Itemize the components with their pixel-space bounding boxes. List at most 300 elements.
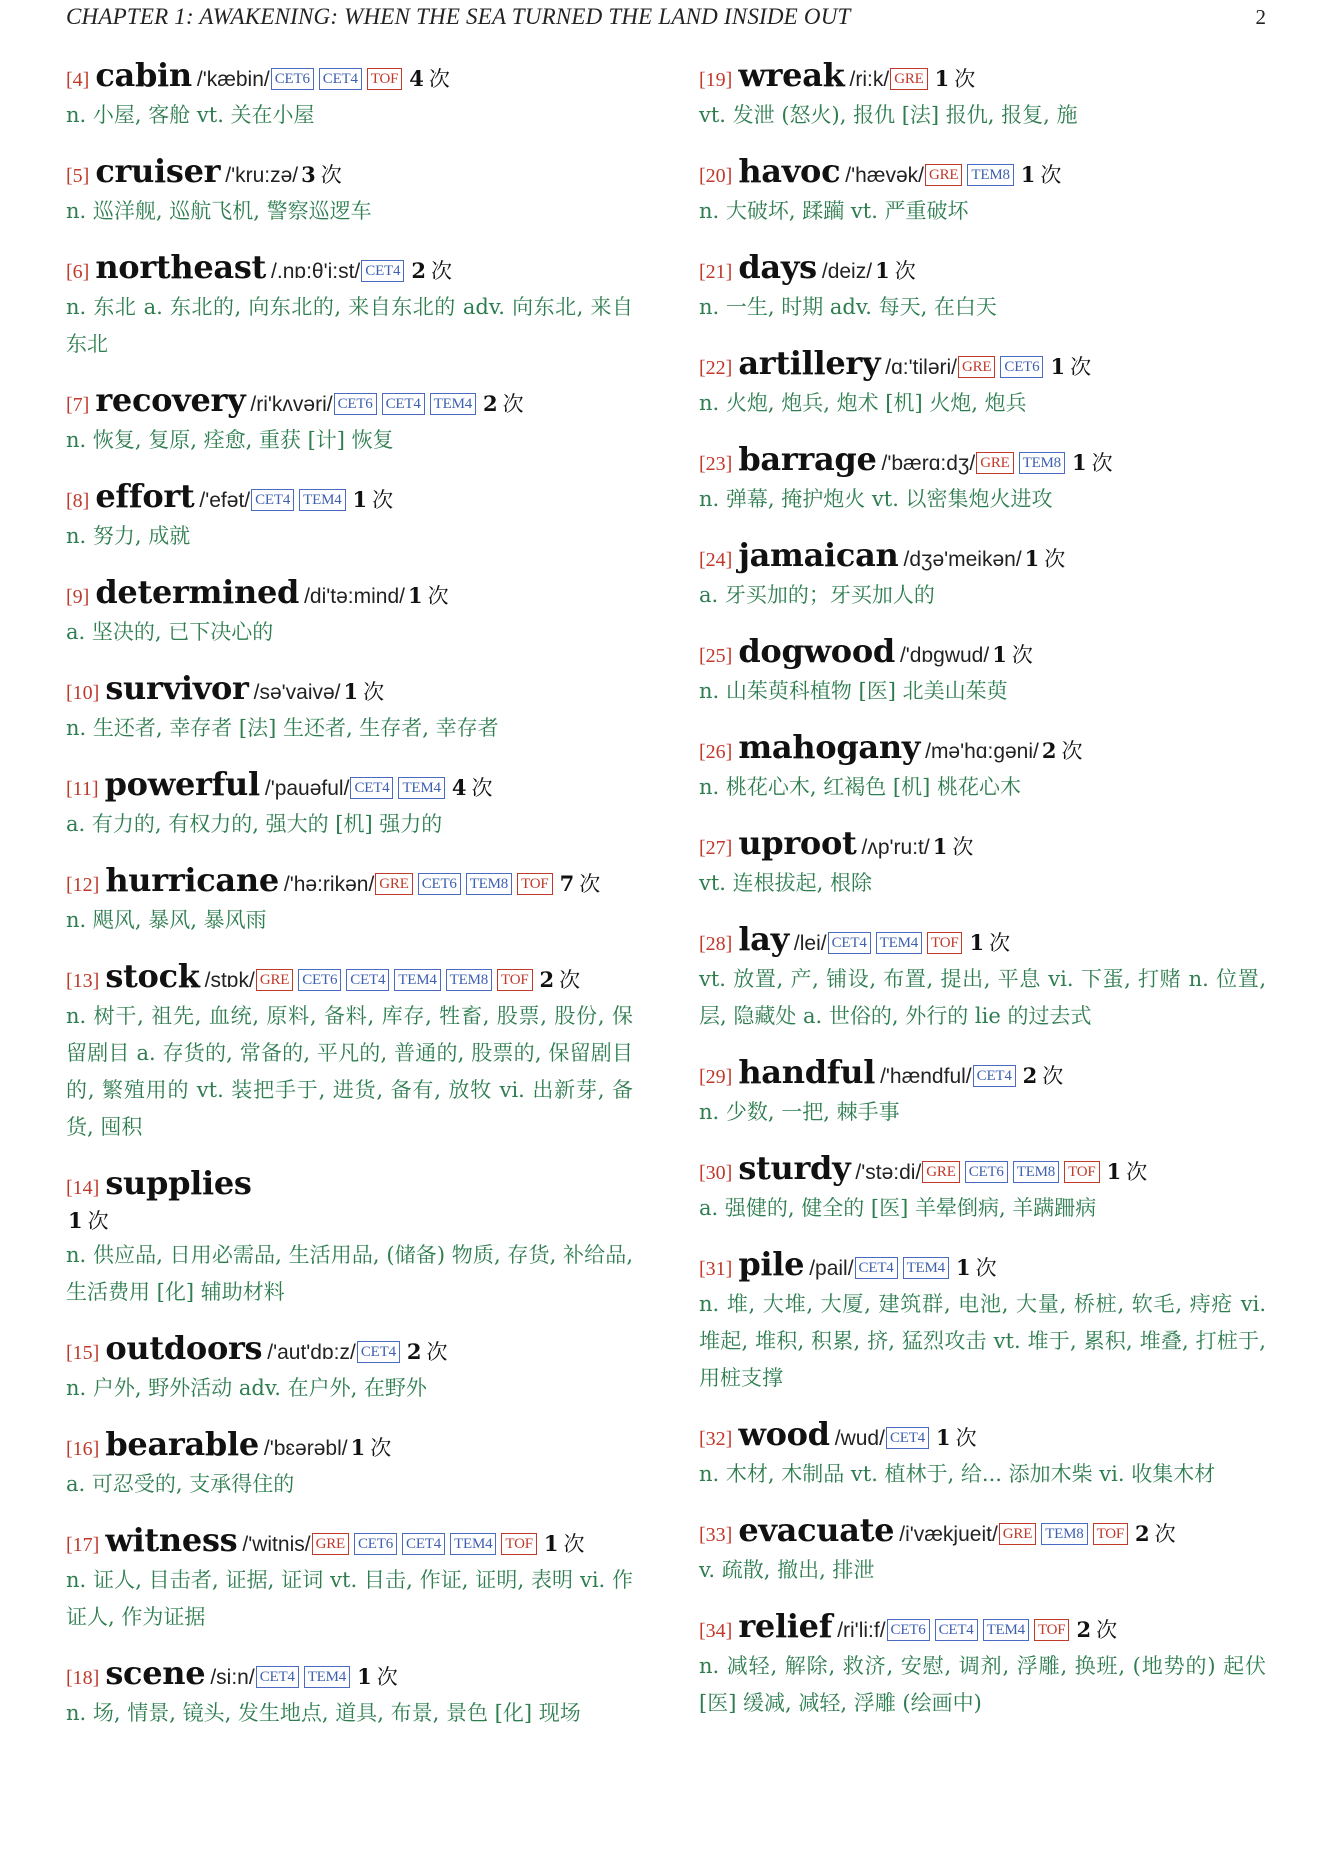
phonetic: /'bærɑ:dʒ/: [881, 452, 976, 475]
phonetic: /'stə:di/: [855, 1161, 922, 1184]
exam-tag: CET4: [935, 1619, 978, 1641]
vocab-entry: [66, 1166, 633, 1311]
exam-tag: TOF: [1093, 1523, 1128, 1545]
exam-tag: CET4: [382, 393, 425, 415]
frequency: [1076, 1618, 1117, 1642]
definition: n. 户外, 野外活动 adv. 在户外, 在野外: [66, 1376, 427, 1400]
headword: stock: [105, 957, 200, 995]
frequency-unit: 次: [471, 776, 493, 800]
frequency-unit: 次: [1154, 1522, 1176, 1546]
definition: a. 可忍受的, 支承得住的: [66, 1472, 295, 1496]
entry-headline: [66, 959, 633, 998]
entry-headline: [699, 730, 1266, 769]
frequency: [483, 392, 524, 416]
exam-tag: GRE: [958, 356, 995, 378]
frequency-unit: 次: [1126, 1160, 1148, 1184]
exam-tag: CET6: [354, 1533, 397, 1555]
exam-tag: TEM4: [903, 1257, 949, 1279]
entry-headline: [66, 383, 633, 422]
frequency: [301, 163, 342, 187]
entry-index: [24]: [699, 549, 733, 571]
entry-headline: [66, 863, 633, 902]
entry-headline: [699, 1055, 1266, 1094]
phonetic: /mə'hɑ:gəni/: [925, 740, 1039, 763]
entry-headline: [66, 250, 633, 289]
frequency-unit: 次: [1091, 451, 1113, 475]
headword: bearable: [105, 1425, 259, 1463]
phonetic: /deiz/: [821, 260, 873, 283]
entry-headline: [66, 1427, 633, 1466]
entry-index: [30]: [699, 1162, 733, 1184]
vocab-entry: [66, 575, 633, 651]
exam-tag: GRE: [312, 1533, 349, 1555]
entry-headline: [699, 58, 1266, 97]
entry-headline: [699, 154, 1266, 193]
exam-tag: CET4: [973, 1065, 1016, 1087]
entry-index: [14]: [66, 1177, 100, 1199]
exam-tag: TEM4: [299, 489, 345, 511]
frequency-count: 1: [357, 1664, 372, 1689]
entry-headline: [699, 250, 1266, 289]
entry-index: [10]: [66, 682, 100, 704]
frequency: [1042, 739, 1083, 763]
exam-tag: TEM8: [1013, 1161, 1059, 1183]
frequency: [1072, 451, 1113, 475]
phonetic: /ʌp'ru:t/: [861, 836, 930, 859]
entry-index: [5]: [66, 165, 90, 187]
frequency-unit: 次: [579, 872, 601, 896]
entry-index: [34]: [699, 1620, 733, 1642]
exam-tag: CET4: [402, 1533, 445, 1555]
phonetic: /wud/: [834, 1427, 885, 1450]
vocab-entry: [699, 634, 1266, 710]
entry-index: [8]: [66, 490, 90, 512]
definition: n. 减轻, 解除, 救济, 安慰, 调剂, 浮雕, 换班, (地势的) 起伏 [医] 缓减, 减轻, 浮雕 (绘画中): [699, 1654, 1266, 1715]
entry-headline: [699, 1247, 1266, 1286]
headword: cabin: [95, 56, 192, 94]
exam-tag: TEM8: [1019, 452, 1065, 474]
entry-headline: [66, 1331, 633, 1370]
exam-tag: CET4: [828, 932, 871, 954]
entry-headline: [699, 922, 1266, 961]
definition: n. 东北 a. 东北的, 向东北的, 来自东北的 adv. 向东北, 来自东北: [66, 295, 633, 356]
frequency: [357, 1665, 398, 1689]
frequency-count: 2: [1022, 1063, 1038, 1088]
definition: n. 恢复, 复原, 痊愈, 重获 [计] 恢复: [66, 428, 394, 452]
headword: handful: [738, 1053, 876, 1091]
frequency-count: 1: [543, 1531, 559, 1556]
frequency-unit: 次: [1044, 547, 1066, 571]
frequency-unit: 次: [1096, 1618, 1118, 1642]
definition: n. 证人, 目击者, 证据, 证词 vt. 目击, 作证, 证明, 表明 vi. 作证人, 作为证据: [66, 1568, 633, 1629]
page-number: 2: [1255, 4, 1266, 29]
exam-tag: GRE: [375, 873, 412, 895]
frequency-unit: 次: [430, 259, 452, 283]
vocab-entry: [66, 383, 633, 459]
headword: powerful: [104, 765, 260, 803]
frequency: [540, 968, 581, 992]
headword: artillery: [738, 344, 881, 382]
vocab-entry: [66, 1523, 633, 1636]
entry-index: [33]: [699, 1524, 733, 1546]
frequency-count: 1: [1071, 450, 1087, 475]
entry-index: [4]: [66, 69, 90, 91]
phonetic: /'hə:rikən/: [283, 873, 375, 896]
phonetic: /ri'li:f/: [837, 1619, 886, 1642]
frequency-count: 4: [409, 66, 424, 91]
frequency-count: 1: [352, 487, 368, 512]
definition: vt. 放置, 产, 铺设, 布置, 提出, 平息 vi. 下蛋, 打赌 n. 位置, 层, 隐藏处 a. 世俗的, 外行的 lie 的过去式: [699, 967, 1266, 1028]
entry-index: [17]: [66, 1534, 100, 1556]
definition: n. 巡洋舰, 巡航飞机, 警察巡逻车: [66, 199, 372, 223]
vocab-entry: [66, 250, 633, 363]
headword: dogwood: [738, 632, 895, 670]
exam-tag: CET4: [357, 1341, 400, 1363]
frequency-count: 1: [955, 1255, 971, 1280]
headword: recovery: [95, 381, 246, 419]
frequency-count: 1: [1106, 1159, 1122, 1184]
left-column: [66, 58, 633, 1752]
entry-index: [27]: [699, 837, 733, 859]
entry-index: [25]: [699, 645, 733, 667]
definition: n. 小屋, 客舱 vt. 关在小屋: [66, 103, 315, 127]
entry-index: [21]: [699, 261, 733, 283]
frequency-unit: 次: [559, 968, 581, 992]
frequency-count: 1: [932, 834, 948, 859]
frequency-count: 1: [1024, 546, 1040, 571]
frequency: [1021, 163, 1062, 187]
entry-index: [6]: [66, 261, 90, 283]
entry-index: [23]: [699, 453, 733, 475]
entry-headline: [66, 154, 633, 193]
entry-index: [22]: [699, 357, 733, 379]
frequency: [1025, 547, 1066, 571]
exam-tag: TOF: [927, 932, 962, 954]
phonetic: /'witnis/: [242, 1533, 311, 1556]
vocab-entry: [699, 442, 1266, 518]
frequency-count: 1: [992, 642, 1007, 667]
headword: wood: [738, 1415, 830, 1453]
frequency: [933, 835, 974, 859]
exam-tag: TEM4: [876, 932, 922, 954]
frequency-count: 1: [350, 1435, 366, 1460]
frequency-count: 1: [1050, 354, 1066, 379]
phonetic: /di'tə:mind/: [304, 585, 405, 608]
headword: outdoors: [105, 1329, 263, 1367]
phonetic: /ri:k/: [849, 68, 890, 91]
frequency: [936, 1426, 977, 1450]
definition: vt. 发泄 (怒火), 报仇 [法] 报仇, 报复, 施: [699, 103, 1078, 127]
exam-tag: TEM4: [398, 777, 444, 799]
entry-headline: [66, 479, 633, 518]
headword: northeast: [95, 248, 267, 286]
vocab-entry: [699, 538, 1266, 614]
exam-tag: GRE: [976, 452, 1013, 474]
entry-headline: [66, 671, 633, 710]
vocab-entry: [66, 767, 633, 843]
definition: a. 坚决的, 已下决心的: [66, 620, 274, 644]
vocab-entry: [699, 922, 1266, 1035]
vocab-entry: [699, 1151, 1266, 1227]
frequency-unit: 次: [1042, 1064, 1064, 1088]
frequency-count: 4: [451, 775, 467, 800]
exam-tag: CET4: [346, 969, 389, 991]
phonetic: /pail/: [809, 1257, 854, 1280]
entry-index: [29]: [699, 1066, 733, 1088]
vocab-entry: [66, 671, 633, 747]
headword: witness: [105, 1521, 238, 1559]
phonetic: /'dɒgwud/: [899, 644, 990, 667]
frequency: [1023, 1064, 1064, 1088]
definition: n. 生还者, 幸存者 [法] 生还者, 生存者, 幸存者: [66, 716, 499, 740]
frequency-unit: 次: [320, 163, 342, 187]
entry-index: [19]: [699, 69, 733, 91]
frequency-unit: 次: [1061, 739, 1083, 763]
frequency-count: 7: [559, 871, 575, 896]
vocab-entry: [699, 250, 1266, 326]
frequency-unit: 次: [955, 1426, 977, 1450]
frequency-count: 1: [343, 679, 359, 704]
exam-tag: TEM4: [450, 1533, 496, 1555]
chapter-title: CHAPTER 1: AWAKENING: WHEN THE SEA TURNED THE LAND INSIDE OUT: [66, 4, 851, 29]
phonetic: /si:n/: [210, 1666, 255, 1689]
entry-index: [13]: [66, 970, 100, 992]
definition: a. 有力的, 有权力的, 强大的 [机] 强力的: [66, 812, 443, 836]
vocab-entry: [699, 1247, 1266, 1397]
exam-tag: TEM8: [1041, 1523, 1087, 1545]
frequency-unit: 次: [372, 488, 394, 512]
entry-index: [28]: [699, 933, 733, 955]
exam-tag: TOF: [1064, 1161, 1099, 1183]
exam-tag: TOF: [497, 969, 532, 991]
headword: survivor: [105, 669, 249, 707]
frequency-unit: 次: [1070, 355, 1092, 379]
phonetic: /'efət/: [199, 489, 251, 512]
frequency: [1135, 1522, 1176, 1546]
vocab-entry: [66, 959, 633, 1146]
frequency-count: 1: [68, 1208, 83, 1233]
vocab-entry: [699, 58, 1266, 134]
exam-tag: GRE: [925, 164, 962, 186]
entry-headline: [699, 346, 1266, 385]
frequency-count: 2: [411, 258, 426, 283]
frequency-count: 3: [301, 162, 316, 187]
frequency-count: 1: [935, 1425, 951, 1450]
entry-index: [31]: [699, 1258, 733, 1280]
vocab-entry: [66, 1331, 633, 1407]
exam-tag: TEM4: [394, 969, 440, 991]
definition: n. 一生, 时期 adv. 每天, 在白天: [699, 295, 997, 319]
phonetic: /'hændful/: [880, 1065, 972, 1088]
exam-tag: GRE: [999, 1523, 1036, 1545]
frequency: [353, 488, 394, 512]
exam-tag: TEM8: [446, 969, 492, 991]
entry-index: [20]: [699, 165, 733, 187]
entry-index: [12]: [66, 874, 100, 896]
frequency-count: 2: [539, 967, 555, 992]
frequency-unit: 次: [426, 1340, 448, 1364]
exam-tag: CET6: [334, 393, 377, 415]
frequency-count: 2: [406, 1339, 422, 1364]
vocab-entry: [66, 1656, 633, 1732]
exam-tag: TEM8: [466, 873, 512, 895]
vocab-entry: [699, 1055, 1266, 1131]
headword: effort: [95, 477, 195, 515]
entry-index: [26]: [699, 741, 733, 763]
definition: n. 大破坏, 蹂躏 vt. 严重破坏: [699, 199, 969, 223]
exam-tag: TOF: [1034, 1619, 1069, 1641]
exam-tag: CET4: [886, 1427, 929, 1449]
exam-tag: CET6: [965, 1161, 1008, 1183]
definition: a. 强健的, 健全的 [医] 羊晕倒病, 羊蹒跚病: [699, 1196, 1097, 1220]
frequency: [452, 776, 493, 800]
entry-headline: [699, 1609, 1266, 1648]
exam-tag: CET6: [1000, 356, 1043, 378]
definition: n. 火炮, 炮兵, 炮术 [机] 火炮, 炮兵: [699, 391, 1027, 415]
exam-tag: TOF: [517, 873, 552, 895]
vocab-entry: [699, 1513, 1266, 1589]
headword: barrage: [738, 440, 877, 478]
frequency: [351, 1436, 392, 1460]
phonetic: /'bɛərəbl/: [263, 1437, 348, 1460]
exam-tag: TEM8: [967, 164, 1013, 186]
entry-index: [32]: [699, 1428, 733, 1450]
definition: n. 弹幕, 掩护炮火 vt. 以密集炮火进攻: [699, 487, 1053, 511]
right-column: [699, 58, 1266, 1752]
frequency-count: 2: [483, 391, 498, 416]
definition: n. 桃花心木, 红褐色 [机] 桃花心木: [699, 775, 1021, 799]
entry-index: [18]: [66, 1667, 100, 1689]
frequency-count: 2: [1076, 1617, 1092, 1642]
frequency-count: 1: [407, 583, 423, 608]
phonetic: /dʒə'meikən/: [903, 548, 1022, 571]
exam-tag: TEM4: [983, 1619, 1029, 1641]
definition: n. 场, 情景, 镜头, 发生地点, 道具, 布景, 景色 [化] 现场: [66, 1701, 581, 1725]
exam-tag: CET4: [855, 1257, 898, 1279]
headword: wreak: [738, 56, 845, 94]
phonetic: /'aut'dɒ:z/: [267, 1341, 356, 1364]
entry-headline: [66, 1523, 633, 1562]
exam-tag: CET6: [298, 969, 341, 991]
definition: n. 少数, 一把, 棘手事: [699, 1100, 900, 1124]
headword: mahogany: [738, 728, 921, 766]
frequency-unit: 次: [563, 1532, 585, 1556]
phonetic: /'pauəful/: [264, 777, 350, 800]
frequency: [935, 67, 976, 91]
frequency-count: 2: [1135, 1521, 1150, 1546]
exam-tag: GRE: [890, 68, 927, 90]
exam-tag: GRE: [922, 1161, 959, 1183]
frequency-unit: 次: [363, 680, 385, 704]
phonetic: /ɑ:'tiləri/: [885, 356, 957, 379]
frequency: [544, 1532, 585, 1556]
headword: scene: [105, 1654, 206, 1692]
entry-index: [16]: [66, 1438, 100, 1460]
headword: uproot: [738, 824, 857, 862]
phonetic: /'hævək/: [845, 164, 924, 187]
exam-tag: CET4: [319, 68, 362, 90]
headword: jamaican: [738, 536, 899, 574]
vocab-entry: [699, 1417, 1266, 1493]
entry-headline: [699, 634, 1266, 673]
frequency-unit: 次: [502, 392, 524, 416]
exam-tag: TEM4: [430, 393, 476, 415]
entry-index: [11]: [66, 778, 99, 800]
frequency-count: 1: [1020, 162, 1036, 187]
frequency-unit: 次: [428, 67, 450, 91]
exam-tag: TOF: [501, 1533, 536, 1555]
frequency-unit: 次: [87, 1209, 109, 1233]
phonetic: /lei/: [793, 932, 827, 955]
frequency-count: 1: [934, 66, 950, 91]
phonetic: /ri'kʌvəri/: [250, 393, 333, 416]
frequency: [875, 259, 916, 283]
definition: vt. 连根拔起, 根除: [699, 871, 873, 895]
headword: supplies: [105, 1164, 252, 1202]
vocab-entry: [699, 346, 1266, 422]
headword: cruiser: [95, 152, 221, 190]
entry-headline: [66, 1656, 633, 1695]
frequency-unit: 次: [1011, 643, 1033, 667]
vocab-entry: [66, 154, 633, 230]
exam-tag: CET4: [251, 489, 294, 511]
vocab-entry: [699, 154, 1266, 230]
frequency: [68, 1209, 109, 1233]
entry-headline: [699, 1151, 1266, 1190]
definition: n. 飓风, 暴风, 暴风雨: [66, 908, 267, 932]
vocab-entry: [66, 863, 633, 939]
frequency: [1050, 355, 1091, 379]
exam-tag: TEM4: [304, 1666, 350, 1688]
frequency: [409, 67, 450, 91]
frequency-unit: 次: [370, 1436, 392, 1460]
frequency-unit: 次: [1040, 163, 1062, 187]
frequency-unit: 次: [427, 584, 449, 608]
headword: relief: [738, 1607, 833, 1645]
definition: v. 疏散, 撤出, 排泄: [699, 1558, 875, 1582]
headword: hurricane: [105, 861, 279, 899]
headword: pile: [738, 1245, 805, 1283]
exam-tag: CET4: [350, 777, 393, 799]
phonetic: /stɒk/: [204, 969, 255, 992]
frequency: [969, 931, 1010, 955]
entry-headline: [66, 575, 633, 614]
definition: a. 牙买加的；牙买加人的: [699, 583, 935, 607]
frequency: [408, 584, 449, 608]
phonetic: /'kru:zə/: [225, 164, 299, 187]
definition: n. 木材, 木制品 vt. 植林于, 给... 添加木柴 vi. 收集木材: [699, 1462, 1216, 1486]
frequency: [560, 872, 601, 896]
frequency: [407, 1340, 448, 1364]
exam-tag: CET4: [256, 1666, 299, 1688]
exam-tag: TOF: [367, 68, 402, 90]
headword: havoc: [738, 152, 841, 190]
exam-tag: CET6: [418, 873, 461, 895]
entry-headline: [699, 826, 1266, 865]
entry-index: [15]: [66, 1342, 100, 1364]
frequency: [956, 1256, 997, 1280]
exam-tag: CET6: [271, 68, 314, 90]
frequency-count: 1: [875, 258, 890, 283]
vocabulary-columns: [66, 58, 1266, 1752]
definition: n. 努力, 成就: [66, 524, 191, 548]
entry-headline: [66, 1166, 633, 1205]
frequency-unit: 次: [989, 931, 1011, 955]
phonetic: /sə'vaivə/: [253, 681, 341, 704]
vocab-entry: [699, 730, 1266, 806]
entry-headline: [699, 1513, 1266, 1552]
entry-index: [9]: [66, 586, 90, 608]
